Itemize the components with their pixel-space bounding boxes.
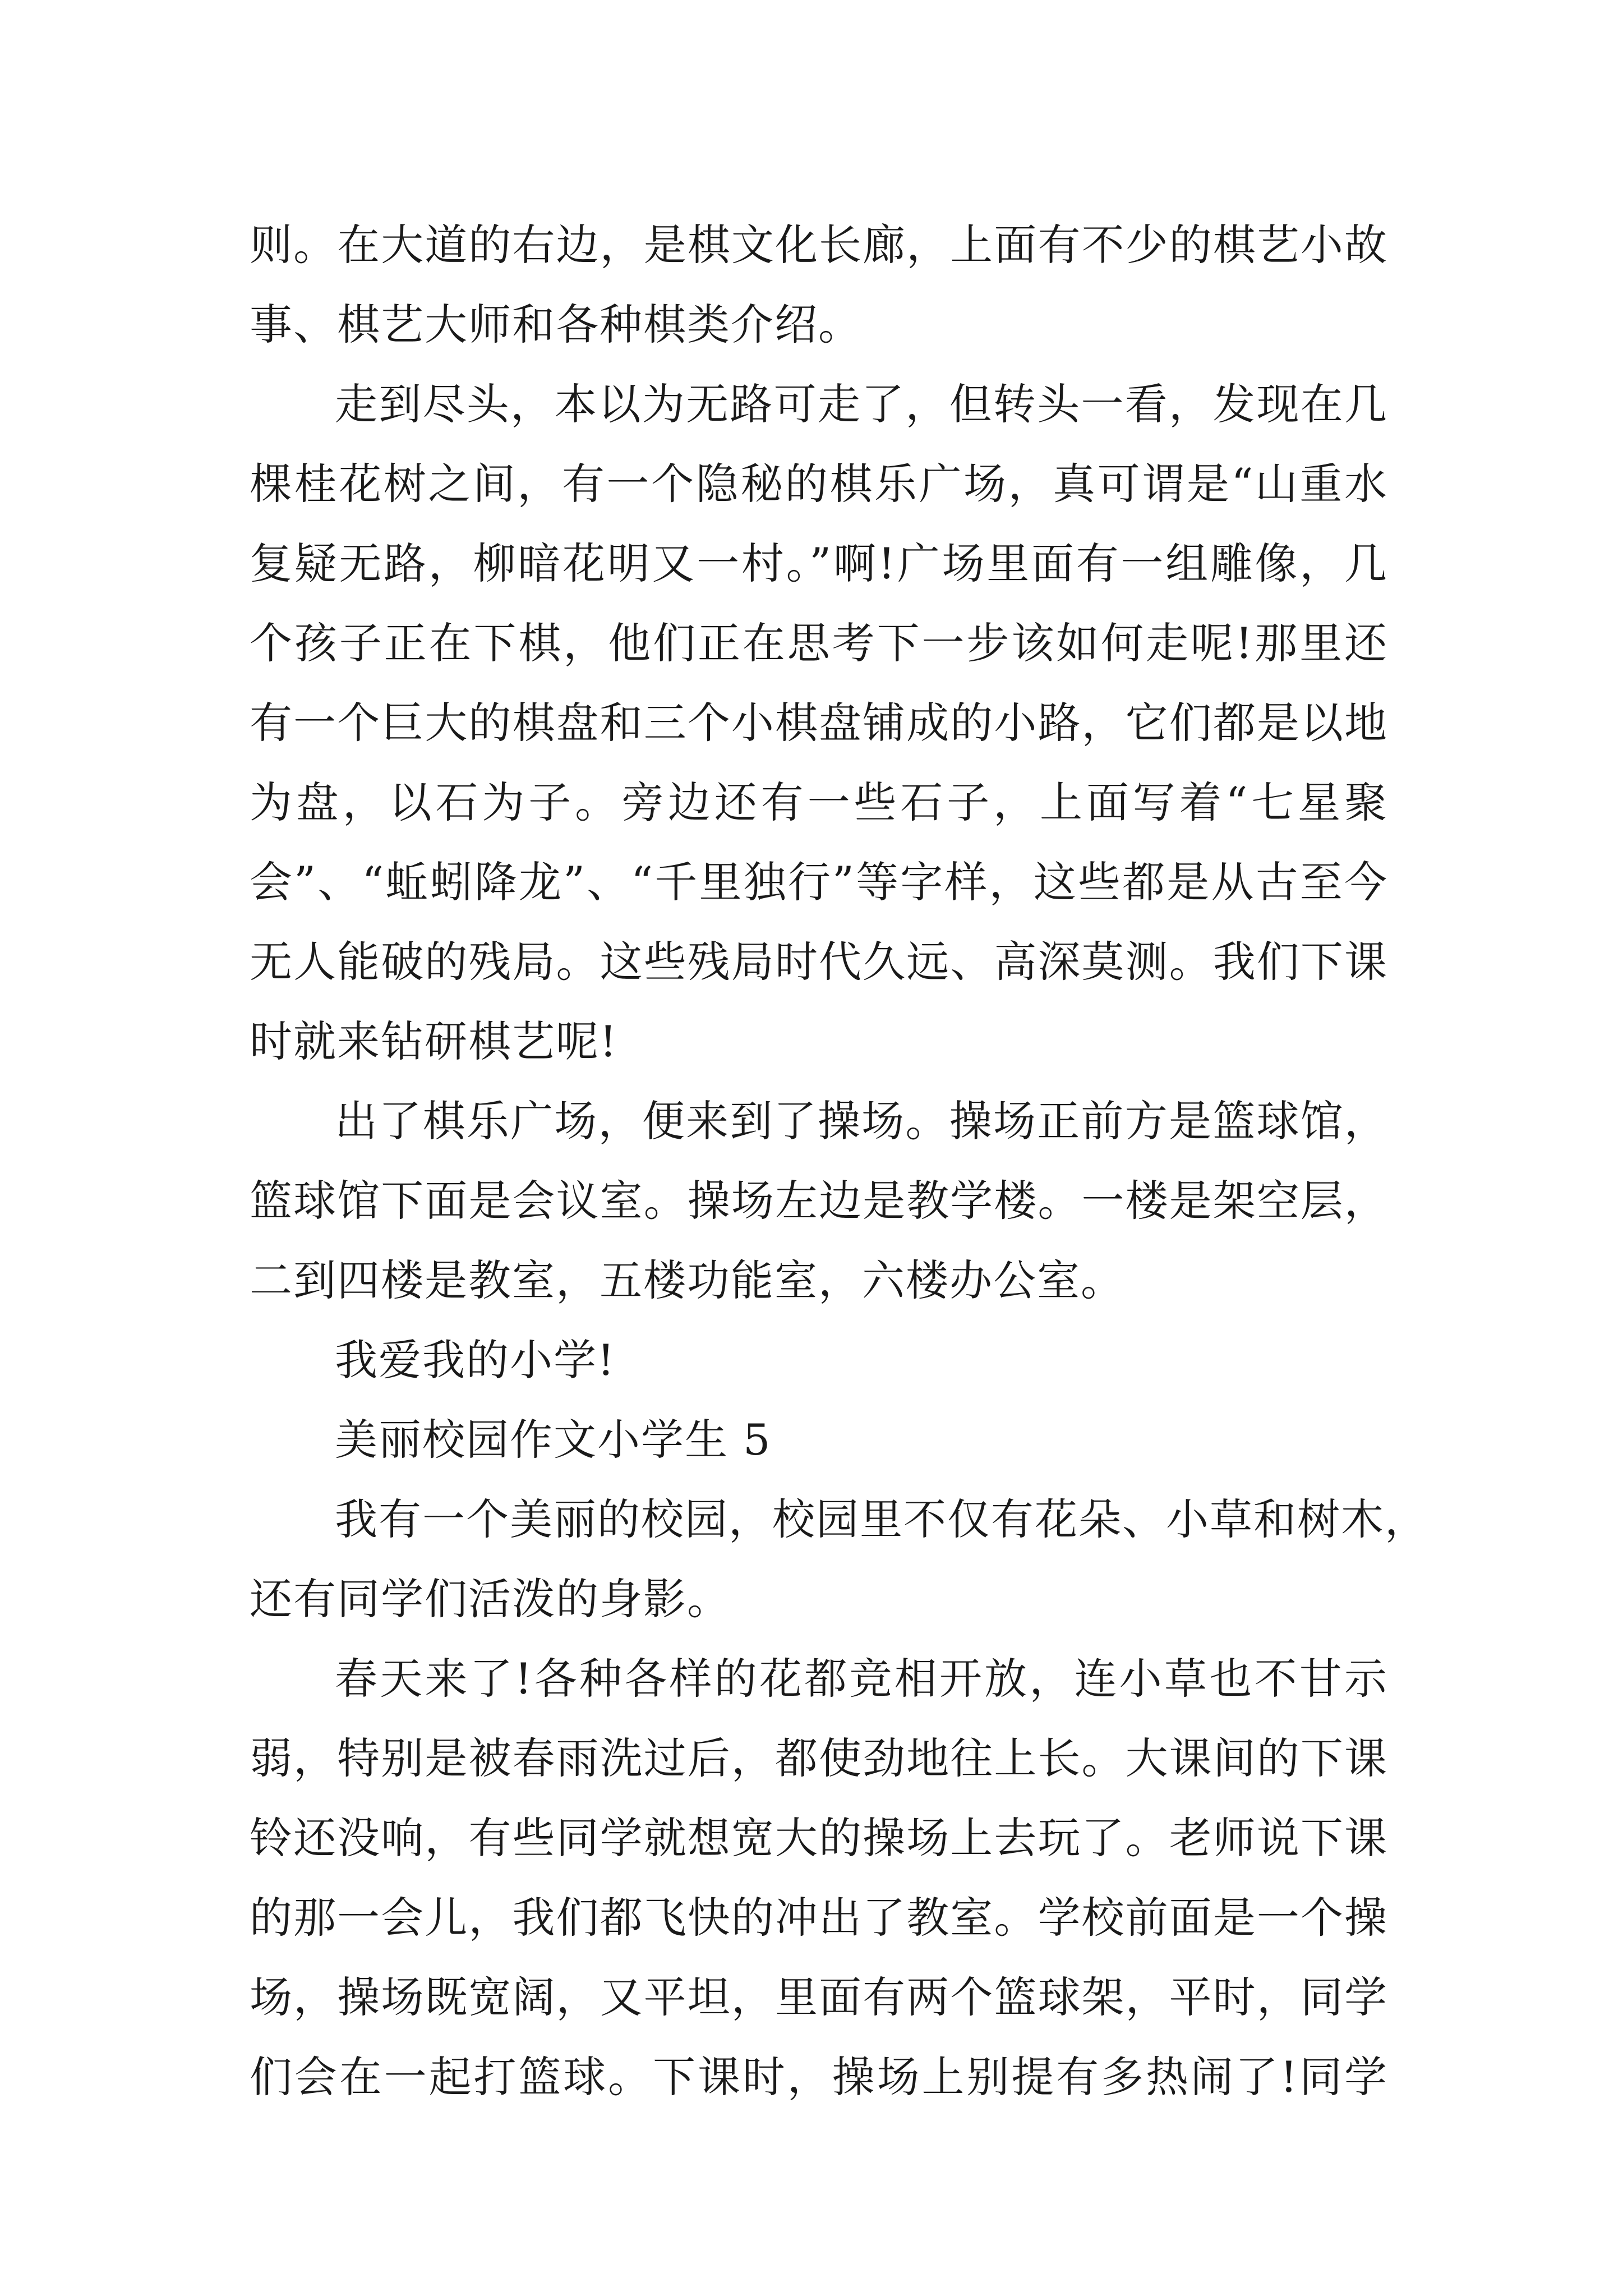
text-line: 的那一会儿，我们都飞快的冲出了教室。学校前面是一个操 bbox=[250, 1893, 1388, 1943]
text-line: 事、棋艺大师和各种棋类介绍。 bbox=[250, 300, 862, 349]
text-line: 场，操场既宽阔，又平坦，里面有两个篮球架，平时，同学 bbox=[250, 1972, 1388, 2022]
text-line: 时就来钻研棋艺呢! bbox=[250, 1016, 618, 1066]
text-line: 会”、“蚯蚓降龙”、“千里独行”等字样，这些都是从古至今 bbox=[250, 857, 1388, 907]
text-line: 们会在一起打篮球。下课时，操场上别提有多热闹了!同学 bbox=[250, 2052, 1388, 2102]
text-line: 篮球馆下面是会议室。操场左边是教学楼。一楼是架空层， bbox=[250, 1176, 1388, 1226]
text-line: 个孩子正在下棋，他们正在思考下一步该如何走呢!那里还 bbox=[250, 618, 1388, 668]
text-line: 则。在大道的右边，是棋文化长廊，上面有不少的棋艺小故 bbox=[250, 220, 1388, 270]
text-line: 无人能破的残局。这些残局时代久远、高深莫测。我们下课 bbox=[250, 937, 1388, 987]
text-line: 二到四楼是教室，五楼功能室，六楼办公室。 bbox=[250, 1255, 1124, 1305]
text-line: 弱，特别是被春雨洗过后，都使劲地往上长。大课间的下课 bbox=[250, 1733, 1388, 1783]
text-line: 有一个巨大的棋盘和三个小棋盘铺成的小路，它们都是以地 bbox=[250, 698, 1388, 748]
text-line: 我有一个美丽的校园，校园里不仅有花朵、小草和树木， bbox=[335, 1494, 1428, 1544]
text-line: 复疑无路，柳暗花明又一村。”啊!广场里面有一组雕像，几 bbox=[250, 539, 1388, 588]
text-line: 为盘，以石为子。旁边还有一些石子，上面写着“七星聚 bbox=[250, 777, 1388, 827]
text-line: 铃还没响，有些同学就想宽大的操场上去玩了。老师说下课 bbox=[250, 1813, 1388, 1863]
text-line: 出了棋乐广场，便来到了操场。操场正前方是篮球馆， bbox=[335, 1096, 1388, 1146]
text-line: 走到尽头，本以为无路可走了，但转头一看，发现在几 bbox=[335, 379, 1388, 429]
text-line: 我爱我的小学! bbox=[335, 1335, 616, 1385]
text-line: 棵桂花树之间，有一个隐秘的棋乐广场，真可谓是“山重水 bbox=[250, 459, 1388, 509]
body-text bbox=[250, 205, 1428, 2117]
text-line: 春天来了!各种各样的花都竞相开放，连小草也不甘示 bbox=[335, 1654, 1388, 1704]
text-line: 美丽校园作文小学生 5 bbox=[335, 1415, 772, 1465]
text-line: 还有同学们活泼的身影。 bbox=[250, 1574, 731, 1624]
